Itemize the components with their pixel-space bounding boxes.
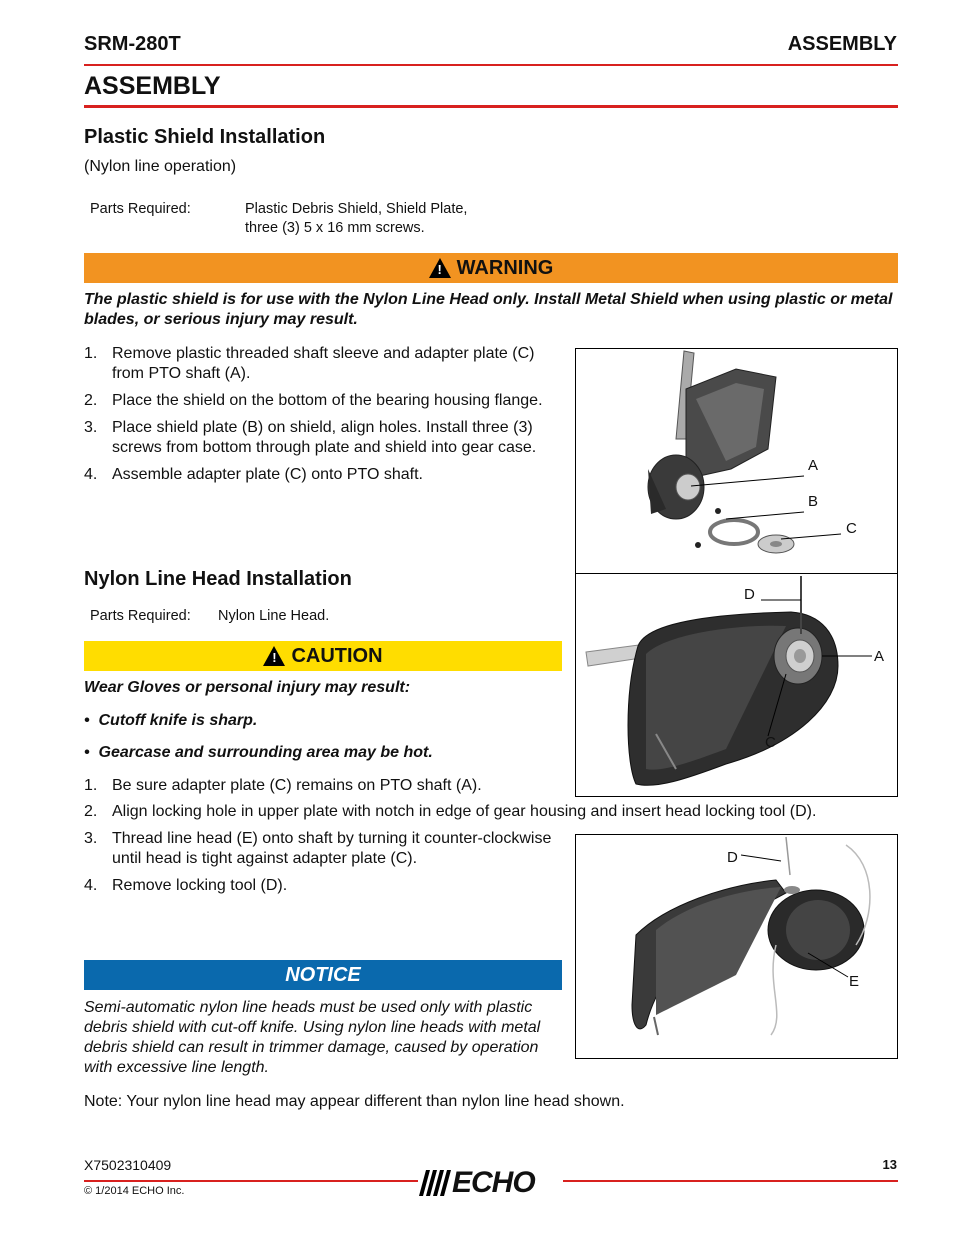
notice-label: NOTICE: [285, 963, 361, 986]
figure1-label-b: B: [808, 493, 819, 510]
caution-banner: [84, 641, 562, 671]
nylon-parts-value: Nylon Line Head.: [218, 608, 330, 624]
echo-logo: [418, 1166, 563, 1200]
warning-label: WARNING: [456, 256, 554, 279]
list-item: 3. Thread line head (E) onto shaft by turning it counter-clockwise until head is tight against adapter plate (C).: [84, 830, 552, 867]
header-model: SRM-280T: [84, 33, 181, 55]
plastic-shield-steps: [84, 344, 570, 492]
figure-nylon-head-b: [575, 834, 898, 1059]
warning-banner: [84, 253, 898, 283]
warning-text: The plastic shield is for use with the Nylon Line Head only. Install Metal Shield when using plastic or metal blades, or serious injury may result.: [84, 291, 893, 328]
parts-required-label: Parts Required:: [90, 201, 191, 217]
figure-plastic-shield: [575, 348, 898, 574]
list-item: 3. Place shield plate (B) on shield, align holes. Install three (3) screws from bottom through plate and shield into gear case.: [84, 419, 537, 456]
figure2-label-c: C: [765, 734, 776, 751]
plastic-shield-subtitle: (Nylon line operation): [84, 158, 237, 175]
list-item: 1. Be sure adapter plate (C) remains on PTO shaft (A).: [84, 777, 482, 794]
nylon-steps-3-4: [84, 829, 556, 903]
title-rule: [84, 105, 898, 108]
list-item: 4. Assemble adapter plate (C) onto PTO shaft.: [84, 466, 423, 483]
notice-text: Semi-automatic nylon line heads must be used only with plastic debris shield with cut-off knife. Using nylon line heads with metal debris shield can result in trimmer damage, caused by operation with excessive line length.: [84, 999, 541, 1076]
figure2-label-d: D: [744, 586, 755, 603]
figure1-label-c: C: [846, 520, 857, 537]
header-rule: [84, 64, 898, 66]
note-text: Note: Your nylon line head may appear different than nylon line head shown.: [84, 1093, 625, 1110]
figure2-label-a: A: [874, 648, 885, 665]
nylon-head-title: Nylon Line Head Installation: [84, 568, 352, 590]
page-title: ASSEMBLY: [84, 72, 221, 100]
plastic-shield-title: Plastic Shield Installation: [84, 126, 326, 148]
warning-triangle-icon: !: [429, 258, 451, 278]
parts-required-line1: Plastic Debris Shield, Shield Plate,: [245, 201, 468, 217]
doc-number: X7502310409: [84, 1157, 172, 1173]
copyright: © 1/2014 ECHO Inc.: [84, 1185, 185, 1197]
list-item: 2. Place the shield on the bottom of the bearing housing flange.: [84, 392, 543, 409]
nylon-step-2: [84, 802, 900, 829]
figure1-label-a: A: [808, 457, 819, 474]
page-number: 13: [882, 1157, 897, 1172]
figure-nylon-head-a: [575, 573, 898, 797]
caution-bullet: • Cutoff knife is sharp.: [84, 712, 258, 729]
list-item: 2. Align locking hole in upper plate with notch in edge of gear housing and insert head locking tool (D).: [84, 803, 817, 820]
figure3-label-e: E: [849, 973, 860, 990]
caution-label: CAUTION: [291, 644, 383, 667]
plastic-shield-illustration: [576, 349, 898, 574]
parts-required-line2: three (3) 5 x 16 mm screws.: [245, 220, 425, 236]
figure3-label-d: D: [727, 849, 738, 866]
line-head-illustration: [576, 835, 898, 1059]
list-item: 4. Remove locking tool (D).: [84, 877, 288, 894]
echo-logo-text: ECHO: [452, 1166, 535, 1199]
notice-banner: [84, 960, 562, 990]
caution-bullet: • Gearcase and surrounding area may be hot.: [84, 744, 433, 761]
list-item: 1. Remove plastic threaded shaft sleeve and adapter plate (C) from PTO shaft (A).: [84, 345, 535, 382]
header-section: ASSEMBLY: [787, 33, 897, 55]
nylon-parts-label: Parts Required:: [90, 608, 191, 624]
caution-triangle-icon: !: [263, 646, 285, 666]
gear-housing-illustration: [576, 574, 898, 797]
caution-intro: Wear Gloves or personal injury may result:: [84, 679, 411, 696]
echo-stripes-icon: [418, 1168, 452, 1198]
nylon-step-1: [84, 776, 570, 803]
